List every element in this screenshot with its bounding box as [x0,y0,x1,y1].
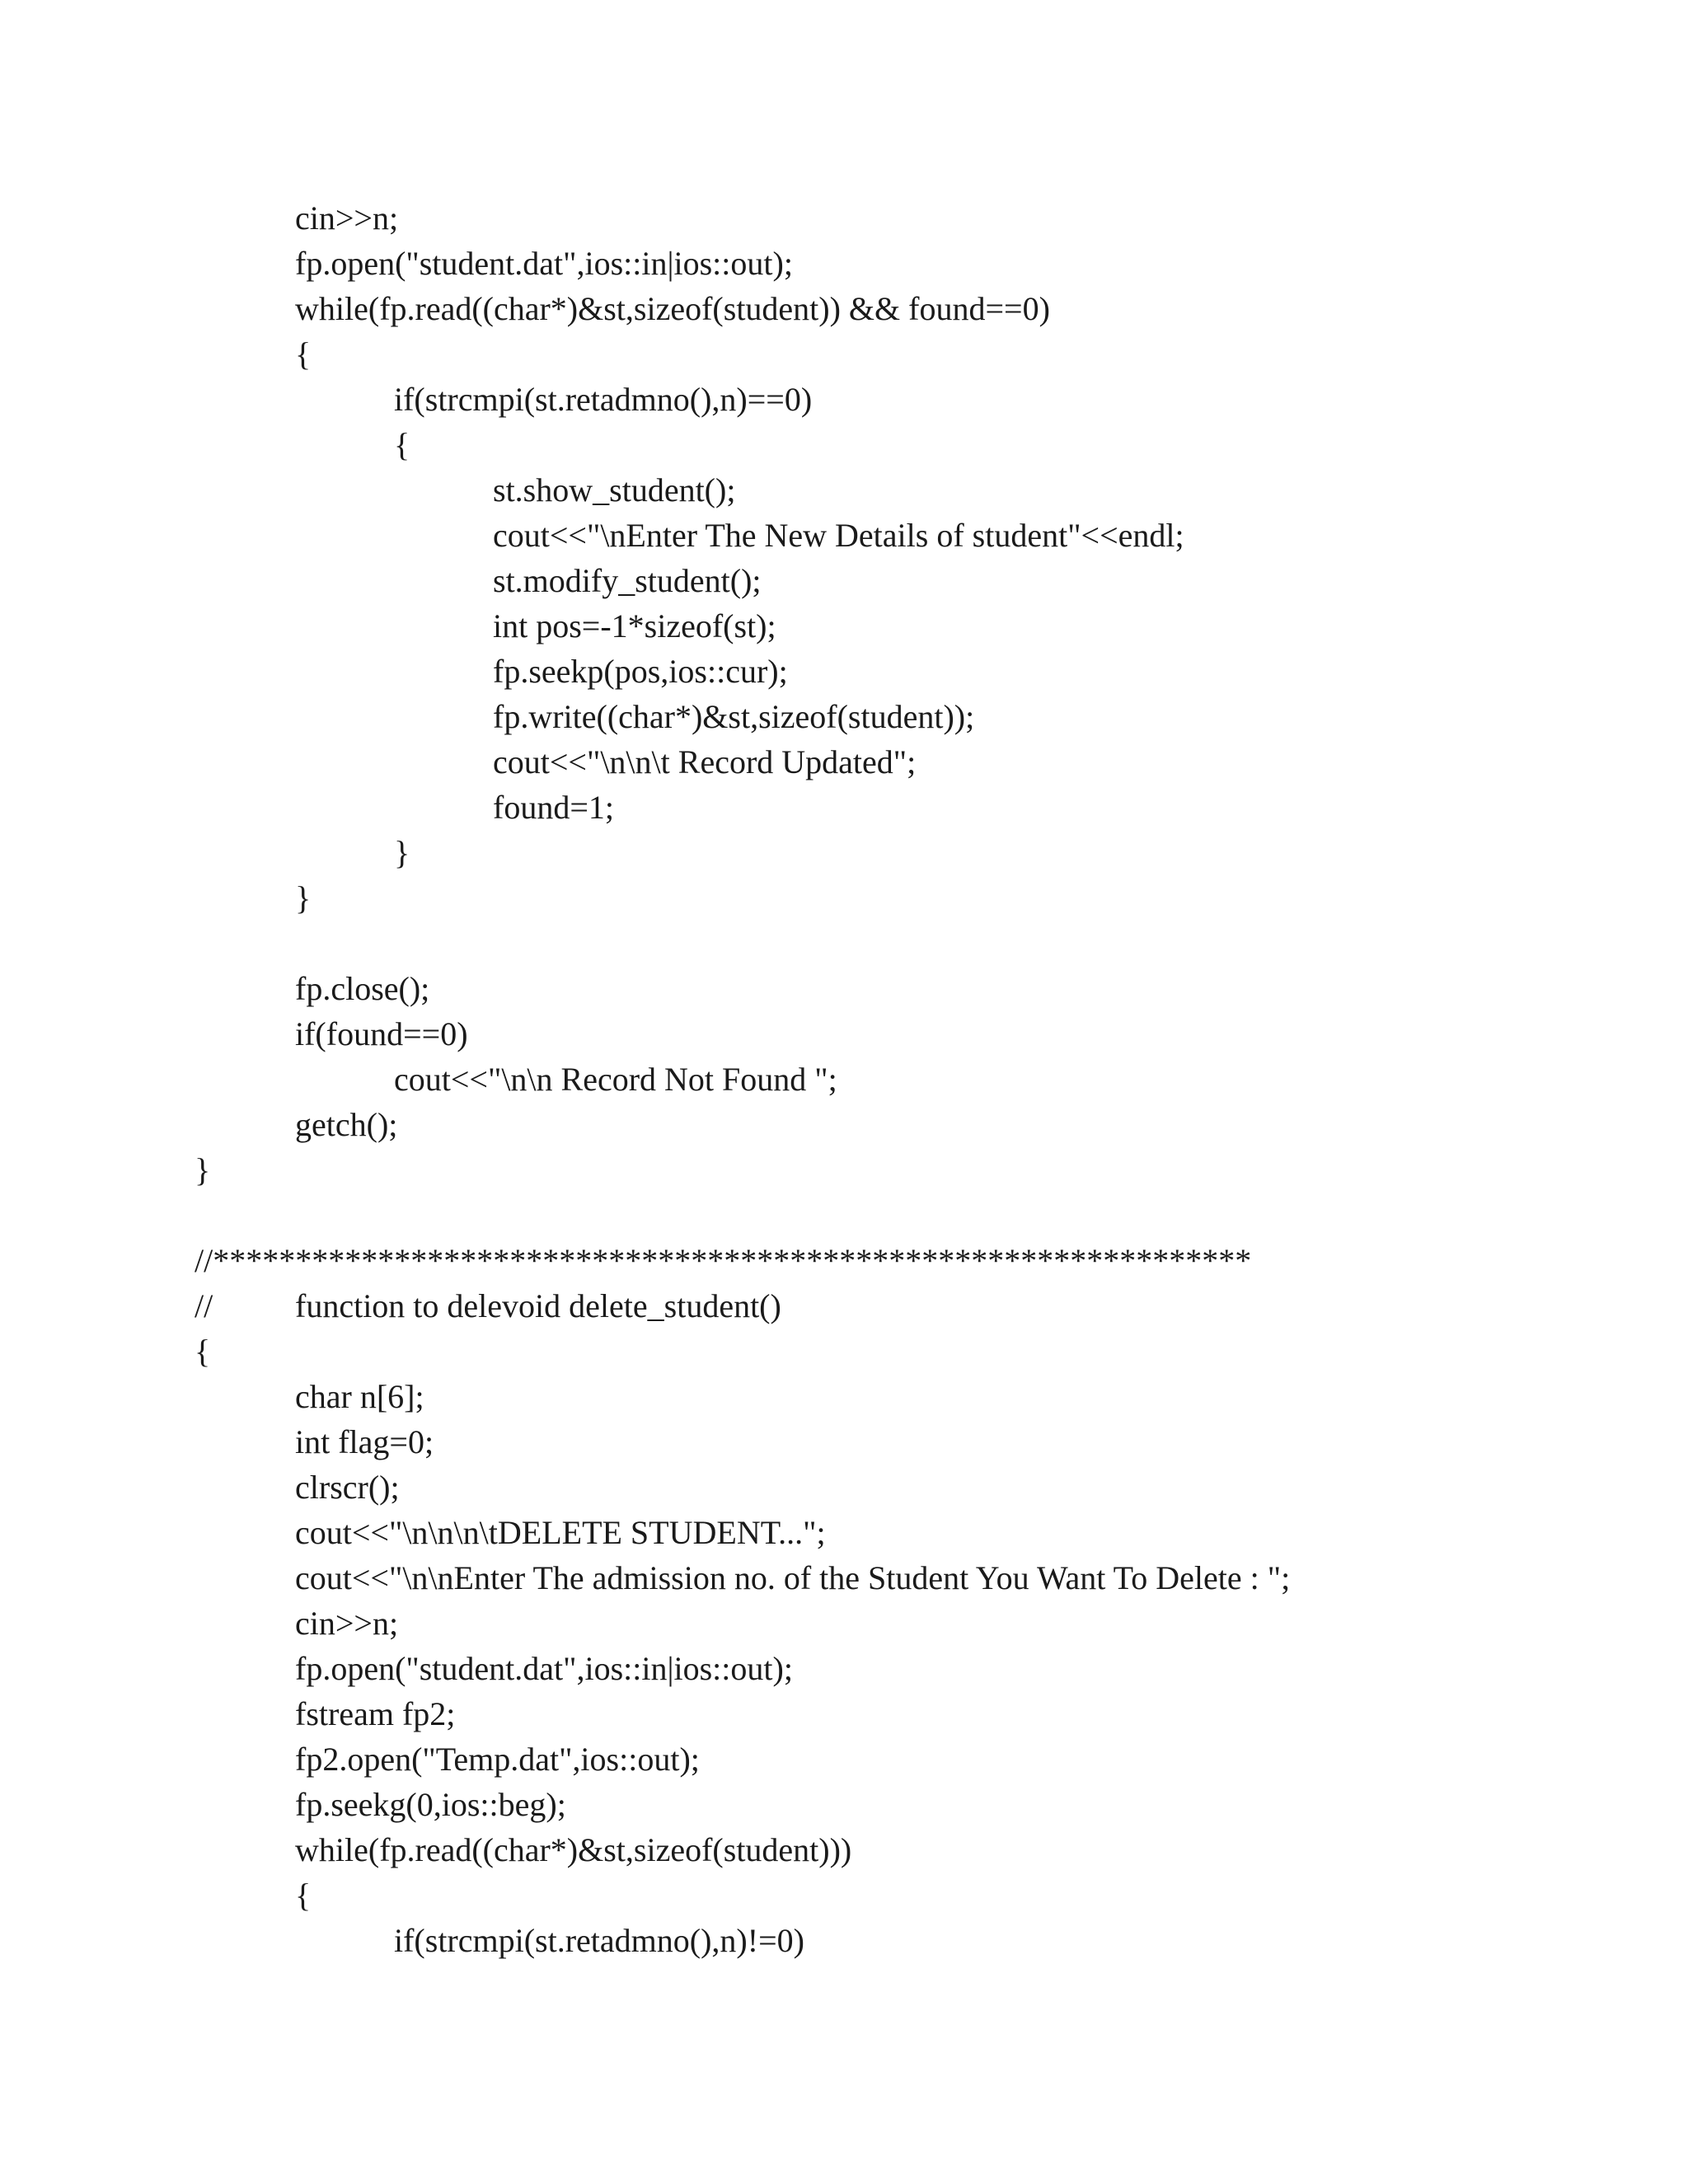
code-line: char n[6]; [295,1378,424,1415]
code-line: fstream fp2; [295,1695,456,1732]
code-line: { [295,1877,312,1914]
comment-marker: // [195,1287,213,1324]
code-line: cout<<"\n\n\t Record Updated"; [493,743,917,780]
code-line: } [195,1151,211,1188]
code-line: fp.seekg(0,ios::beg); [295,1786,566,1823]
code-line: cout<<"\n\n Record Not Found "; [394,1061,837,1098]
function-heading: function to delevoid delete_student() [295,1287,781,1324]
code-line: if(found==0) [295,1015,468,1052]
code-line: cin>>n; [295,199,399,237]
code-line: clrscr(); [295,1469,400,1506]
code-line: cin>>n; [295,1605,399,1642]
code-line: { [295,335,312,373]
code-line: { [195,1333,211,1370]
code-line: } [295,879,312,916]
code-line: getch(); [295,1106,398,1143]
code-line: while(fp.read((char*)&st,sizeof(student))) [295,1831,852,1868]
code-line: fp.close(); [295,970,430,1007]
code-line: fp.seekp(pos,ios::cur); [493,653,788,690]
code-line: { [394,426,410,463]
comment-divider: //*************************************************************** [195,1242,1252,1279]
code-line: fp.write((char*)&st,sizeof(student)); [493,698,975,735]
code-line: st.show_student(); [493,471,736,509]
code-line: if(strcmpi(st.retadmno(),n)!=0) [394,1922,804,1959]
code-line: if(strcmpi(st.retadmno(),n)==0) [394,381,813,418]
code-line: } [394,834,410,871]
code-line: cout<<"\nEnter The New Details of student"<<endl; [493,517,1184,554]
code-line: int flag=0; [295,1423,434,1460]
code-line: fp.open("student.dat",ios::in|ios::out); [295,245,793,282]
code-line: st.modify_student(); [493,562,762,599]
code-line: while(fp.read((char*)&st,sizeof(student)) && found==0) [295,290,1050,327]
code-line: cout<<"\n\n\n\tDELETE STUDENT..."; [295,1514,826,1551]
code-line: fp2.open("Temp.dat",ios::out); [295,1741,700,1778]
code-line: fp.open("student.dat",ios::in|ios::out); [295,1650,793,1687]
code-line: found=1; [493,789,614,826]
code-line: int pos=-1*sizeof(st); [493,607,776,644]
code-line: cout<<"\n\nEnter The admission no. of the Student You Want To Delete : "; [295,1559,1291,1596]
